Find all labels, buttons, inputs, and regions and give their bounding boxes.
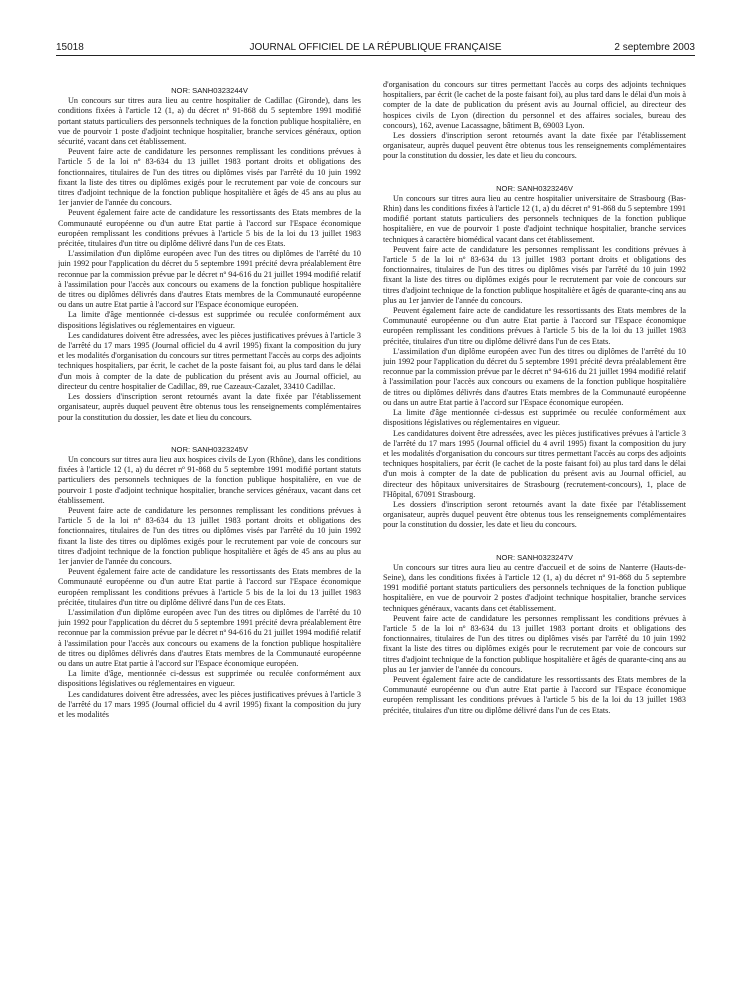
paragraph: Les dossiers d'inscription seront retournés avant la date fixée par l'établissement organisateur, auprès duquel peuvent être obtenus tous les renseignements complémentaires pour la constitution du dossier, les date et lieu du concours. xyxy=(383,131,686,161)
page-number: 15018 xyxy=(56,42,84,53)
nor-reference: NOR: SANH0323246V xyxy=(496,183,573,193)
paragraph: Peuvent faire acte de candidature les personnes remplissant les conditions prévues à l'article 5 de la loi nº 83-634 du 13 juillet 1983 portant droits et obligations des fonctionnaires, titulaires de l'un des titres ou diplômes visés par l'arrêté du 10 juin 1992 fixant la liste des titres ou diplômes exigés pour le recrutement par voie de concours sur titres d'adjoint technique de la fonction publique hospitalière et âgés de 45 ans au plus au 1er janvier de l'année du concours. xyxy=(58,505,361,566)
paragraph: Un concours sur titres aura lieu au centre d'accueil et de soins de Nanterre (Hauts-de-Seine), dans les conditions fixées à l'article 12 (1, a) du décret nº 91-868 du 5 septembre 1991 modifié portant statuts particuliers des personnels techniques de la fonction publique hospitalière, en vue de pourvoir 2 postes d'adjoint technique hospitalier, branche services techniques généraux, vacants dans cet établissement. xyxy=(383,562,686,613)
paragraph: Un concours sur titres aura lieu au centre hospitalier universitaire de Strasbourg (Bas-Rhin) dans les conditions fixées à l'article 12 (1, a) du décret nº 91-868 du 5 septembre 1991 modifié portant statuts particuliers des personnels techniques de la fonction publique hospitalière, en vue de pourvoir 1 poste d'adjoint technique hospitalier, branche services techniques à caractère biomédical vacant dans cet établissement. xyxy=(383,193,686,244)
paragraph: Peuvent également faire acte de candidature les ressortissants des Etats membres de la Communauté européenne ou d'un autre Etat partie à l'accord sur l'Espace économique européen remplissant les conditions prévues à l'article 5 bis de la loi du 13 juillet 1983 précitée, titulaires d'un titre ou diplôme délivré dans l'un de ces Etats. xyxy=(383,674,686,715)
paragraph: Les candidatures doivent être adressées, avec les pièces justificatives prévues à l'article 3 de l'arrêté du 17 mars 1995 (Journal officiel du 4 avril 1995) fixant la composition du jury et les modalités xyxy=(58,689,361,719)
paragraph: Peuvent faire acte de candidature les personnes remplissant les conditions prévues à l'article 5 de la loi nº 83-634 du 13 juillet 1983 portant droits et obligations des fonctionnaires, titulaires de l'un des titres ou diplômes visés par l'arrêté du 10 juin 1992 fixant la liste des titres ou diplômes exigés pour le recrutement par voie de concours sur titres d'adjoint technique de la fonction publique hospitalière et âgés de 45 ans au plus au 1er janvier de l'année du concours. xyxy=(58,147,361,208)
paragraph: La limite d'âge mentionnée ci-dessus est supprimée ou reculée conformément aux dispositions législatives ou réglementaires en vigueur. xyxy=(383,408,686,428)
page-header xyxy=(56,40,695,56)
nor-reference: NOR: SANH0323245V xyxy=(171,444,248,454)
paragraph: Peuvent également faire acte de candidature les ressortissants des Etats membres de la Communauté européenne ou d'un autre Etat partie à l'accord sur l'Espace économique européen remplissant les conditions prévues à l'article 5 bis de la loi du 13 juillet 1983 précitée, titulaires d'un titre ou diplôme délivré dans l'un de ces Etats. xyxy=(383,306,686,346)
nor-reference: NOR: SANH0323244V xyxy=(171,86,248,95)
paragraph: Peuvent faire acte de candidature les personnes remplissant les conditions prévues à l'article 5 de la loi nº 83-634 du 13 juillet 1983 portant droits et obligations des fonctionnaires, titulaires de l'un des titres ou diplômes visés par l'arrêté du 10 juin 1992 fixant la liste des titres ou diplômes exigés pour le recrutement par voie de concours sur titres d'adjoint technique de la fonction publique hospitalière et âgés de quarante-cinq ans au plus au 1er janvier de l'année du concours. xyxy=(383,613,686,674)
publication-date: 2 septembre 2003 xyxy=(614,42,695,53)
paragraph: Les dossiers d'inscription seront retournés avant la date fixée par l'établissement organisateur, auprès duquel peuvent être obtenus tous les renseignements complémentaires pour la constitution du dossier, les date et lieu du concours. xyxy=(58,392,361,422)
paragraph: L'assimilation d'un diplôme européen avec l'un des titres ou diplômes de l'arrêté du 10 juin 1992 pour l'application du décret du 5 septembre 1991 précité devra préalablement être reconnue par la commission prévue par le décret nº 94-616 du 21 juillet 1994 modifié relatif à l'assimilation pour l'accès aux concours ou examens de la fonction publique hospitalière de titres ou diplômes délivrés dans d'autres Etats membres de la Communauté européenne ou dans un autre Etat partie à l'accord sur l'Espace économique européen. xyxy=(383,346,686,407)
paragraph: La limite d'âge, mentionnée ci-dessus est supprimée ou reculée conformément aux dispositions législatives ou réglementaires en vigueur. xyxy=(58,669,361,689)
paragraph: Les candidatures doivent être adressées, avec les pièces justificatives prévues à l'article 3 de l'arrêté du 17 mars 1995 (Journal officiel du 4 avril 1995) fixant la composition du jury et les modalités d'organisation du concours sur titres permettant l'accès au corps des adjoints techniques hospitaliers, par écrit (le cachet de la poste faisant foi) au plus tard dans le délai d'un mois à compter de la date de publication du présent avis au Journal officiel, au directeur des hôpitaux universitaires de Strasbourg (recrutement-concours), 1, place de l'Hôpital, 67091 Strasbourg. xyxy=(383,428,686,499)
right-column xyxy=(383,80,686,980)
paragraph: Peuvent faire acte de candidature les personnes remplissant les conditions prévues à l'article 5 de la loi nº 83-634 du 13 juillet 1983 portant droits et obligations des fonctionnaires, titulaires de l'un des titres ou diplômes visés par l'arrêté du 10 juin 1992 fixant la liste des titres ou diplômes exigés pour le recrutement par voie de concours sur titres d'adjoint technique de la fonction publique hospitalière et âgés de quarante-cinq ans au plus au 1er janvier de l'année du concours. xyxy=(383,244,686,305)
paragraph: Peuvent également faire acte de candidature les ressortissants des Etats membres de la Communauté européenne ou d'un autre Etat partie à l'accord sur l'Espace économique européen remplissant les conditions prévues à l'article 5 bis de la loi du 13 juillet 1983 précitée, titulaires d'un titre ou diplôme délivré dans l'un de ces Etats. xyxy=(58,567,361,607)
left-column xyxy=(58,80,361,980)
journal-title: JOURNAL OFFICIEL DE LA RÉPUBLIQUE FRANÇAISE xyxy=(249,42,502,53)
paragraph: Peuvent également faire acte de candidature les ressortissants des Etats membres de la Communauté européenne ou d'un autre Etat partie à l'accord sur l'Espace économique européen remplissant les conditions prévues à l'article 5 bis de la loi du 13 juillet 1983 précitée, titulaires d'un titre ou diplôme délivré dans l'un de ces Etats. xyxy=(58,208,361,249)
paragraph: Les candidatures doivent être adressées, avec les pièces justificatives prévues à l'article 3 de l'arrêté du 17 mars 1995 (Journal officiel du 4 avril 1995) fixant la composition du jury et les modalités d'organisation du concours sur titres permettant l'accès au corps des adjoints techniques hospitaliers, par écrit, le cachet de la poste faisant foi, au plus tard dans le délai d'un mois à compter de la date de publication du présent avis au Journal officiel, au directeur du centre hospitalier de Cadillac, 89, rue Cazeaux-Cazalet, 33410 Cadillac. xyxy=(58,330,361,391)
paragraph: Un concours sur titres aura lieu au centre hospitalier de Cadillac (Gironde), dans les conditions fixées à l'article 12 (1, a) du décret nº 91-868 du 5 septembre 1991 modifié portant statuts particuliers des personnels techniques de la fonction publique hospitalière, en vue de pourvoir 1 poste d'adjoint technique hospitalier, branche services généraux, option sécurité, vacant dans cet établissement. xyxy=(58,96,361,147)
paragraph: L'assimilation d'un diplôme européen avec l'un des titres ou diplômes de l'arrêté du 10 juin 1992 pour l'application du décret du 5 septembre 1991 précité devra préalablement être reconnue par la commission prévue par le décret nº 94-616 du 21 juillet 1994 modifié relatif à l'assimilation pour l'accès aux concours ou examens de la fonction publique hospitalière de titres ou diplômes délivrés dans d'autres Etats membres de la Communauté européenne ou dans un autre Etat partie à l'accord sur l'Espace économique européen. xyxy=(58,607,361,668)
paragraph: d'organisation du concours sur titres permettant l'accès au corps des adjoints techniques hospitaliers, par écrit (le cachet de la poste faisant foi), au plus tard dans le délai d'un mois à compter de la date de publication du présent avis au Journal officiel, au directeur des hospices civils de Lyon (direction du personnel et des affaires sociales, bureau des concours), 162, avenue Lacassagne, bâtiment B, 69003 Lyon. xyxy=(383,80,686,130)
paragraph: La limite d'âge mentionnée ci-dessus est supprimée ou reculée conformément aux dispositions législatives ou réglementaires en vigueur. xyxy=(58,310,361,330)
paragraph: Les dossiers d'inscription seront retournés avant la date fixée par l'établissement organisateur, auprès duquel peuvent être obtenus tous les renseignements complémentaires pour la constitution du dossier, les date et lieu du concours. xyxy=(383,499,686,530)
nor-reference: NOR: SANH0323247V xyxy=(496,552,573,562)
paragraph: L'assimilation d'un diplôme européen avec l'un des titres ou diplômes de l'arrêté du 10 juin 1992 pour l'application du décret du 5 septembre 1991 précité devra préalablement être reconnue par la commission prévue par le décret nº 94-616 du 21 juillet 1994 modifié relatif à l'assimilation pour l'accès aux concours ou examens de la fonction publique hospitalière de titres ou diplômes délivrés dans d'autres Etats membres de la Communauté européenne ou dans un autre Etat partie à l'accord sur l'Espace économique européen. xyxy=(58,249,361,310)
paragraph: Un concours sur titres aura lieu aux hospices civils de Lyon (Rhône), dans les conditions fixées à l'article 12 (1, a) du décret nº 91-868 du 5 septembre 1991 modifié portant statuts particuliers des personnels techniques de la fonction publique hospitalière, en vue de pourvoir 1 poste d'adjoint technique hospitalier, branche services généraux, vacant dans cet établissement. xyxy=(58,454,361,505)
